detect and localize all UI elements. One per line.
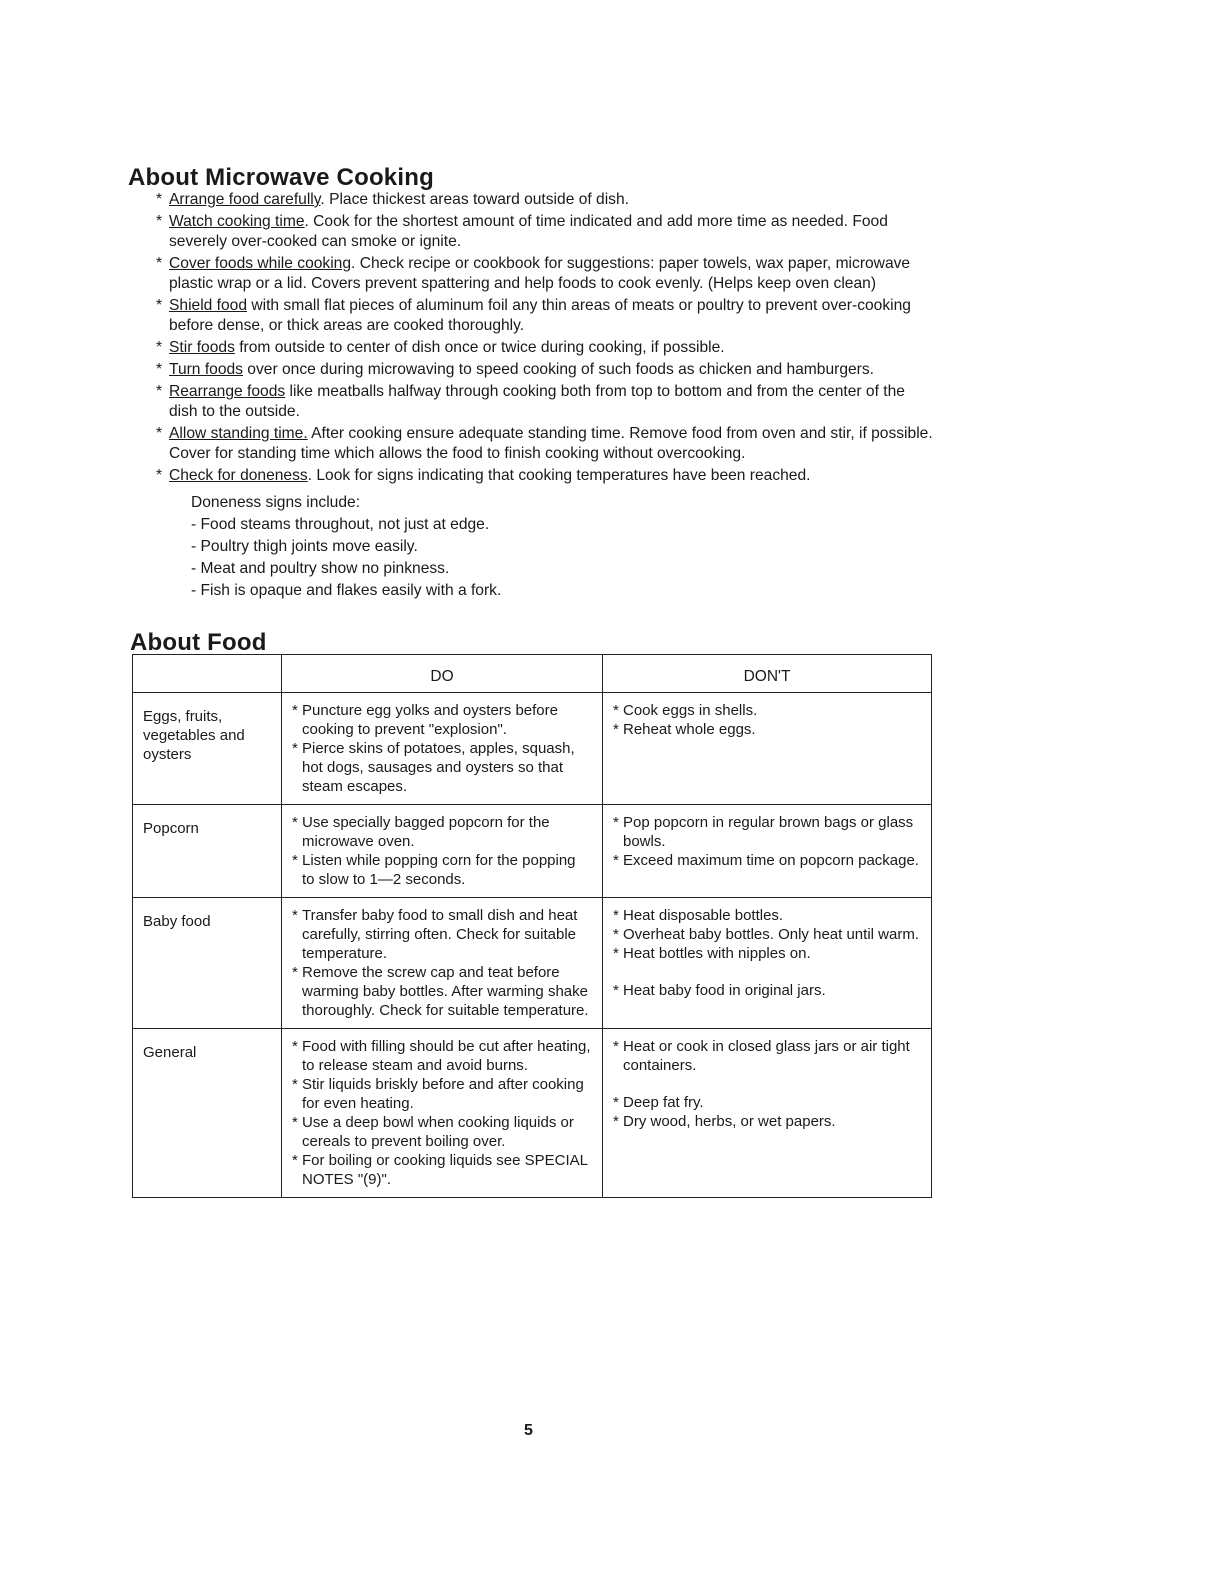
dont-item xyxy=(613,1037,921,1075)
bullet-star: * xyxy=(156,213,163,230)
bullet-star: * xyxy=(156,361,163,378)
doneness-signs xyxy=(191,492,936,602)
tip-text: After cooking ensure adequate standing time. Remove food from oven and stir, if possible. Cover for standing time which allows the food to finish cooking without overcooking. xyxy=(169,425,933,462)
doneness-sign: - Meat and poultry show no pinkness. xyxy=(191,560,450,577)
tip-item xyxy=(156,360,936,380)
dont-item xyxy=(613,851,921,870)
dont-item-text: Heat bottles with nipples on. xyxy=(623,945,811,962)
do-item-text: Transfer baby food to small dish and heat carefully, stirring often. Check for suitable temperature. xyxy=(302,907,578,962)
do-item xyxy=(292,701,592,739)
dont-item xyxy=(613,720,921,739)
header-dont: DON'T xyxy=(603,655,932,693)
do-item xyxy=(292,813,592,851)
table-header-row xyxy=(133,655,932,693)
dont-item-text: Overheat baby bottles. Only heat until warm. xyxy=(623,926,919,943)
bullet-star: * xyxy=(613,1038,619,1055)
tip-text: with small flat pieces of aluminum foil any thin areas of meats or poultry to prevent over-cooking before dense, or thick areas are cooked thoroughly. xyxy=(169,297,911,334)
tip-item xyxy=(156,382,936,422)
bullet-star: * xyxy=(156,425,163,442)
do-item-text: Food with filling should be cut after heating, to release steam and avoid burns. xyxy=(302,1038,591,1074)
bullet-star: * xyxy=(156,297,163,314)
dont-item xyxy=(613,701,921,720)
bullet-star: * xyxy=(613,907,619,924)
dont-cell xyxy=(603,805,932,898)
bullet-star: * xyxy=(292,1152,298,1169)
tip-lead: Cover foods while cooking xyxy=(169,255,352,272)
dont-item-text: Cook eggs in shells. xyxy=(623,702,758,719)
header-blank xyxy=(133,655,282,693)
do-item xyxy=(292,1075,592,1113)
dont-item-text: Heat baby food in original jars. xyxy=(623,982,826,999)
bullet-star: * xyxy=(156,191,163,208)
food-do-dont-table xyxy=(132,654,932,1198)
section-title-about-food: About Food xyxy=(130,629,267,656)
bullet-star: * xyxy=(156,255,163,272)
tip-item xyxy=(156,212,936,252)
dont-item-text: Heat disposable bottles. xyxy=(623,907,784,924)
do-item xyxy=(292,906,592,963)
do-cell xyxy=(282,805,603,898)
tip-item xyxy=(156,190,936,210)
dont-item xyxy=(613,813,921,851)
tip-lead: Shield food xyxy=(169,297,248,314)
do-item-text: Use specially bagged popcorn for the microwave oven. xyxy=(302,814,550,850)
dont-cell xyxy=(603,1029,932,1198)
bullet-star: * xyxy=(613,945,619,962)
tip-item xyxy=(156,338,936,358)
row-category: Popcorn xyxy=(133,805,282,898)
bullet-star: * xyxy=(613,1113,619,1130)
spacer xyxy=(613,1075,921,1093)
bullet-star: * xyxy=(156,383,163,400)
bullet-star: * xyxy=(613,721,619,738)
tip-lead: Rearrange foods xyxy=(169,383,286,400)
section-title-microwave-cooking: About Microwave Cooking xyxy=(128,164,434,191)
page-number: 5 xyxy=(524,1422,533,1439)
bullet-star: * xyxy=(292,1076,298,1093)
tip-lead: Watch cooking time xyxy=(169,213,305,230)
do-item xyxy=(292,1037,592,1075)
do-item-text: For boiling or cooking liquids see SPECIAL NOTES "(9)". xyxy=(302,1152,588,1188)
tip-item xyxy=(156,254,936,294)
bullet-star: * xyxy=(292,814,298,831)
row-category: General xyxy=(133,1029,282,1198)
dont-cell xyxy=(603,898,932,1029)
do-item xyxy=(292,851,592,889)
do-item xyxy=(292,963,592,1020)
do-item-text: Remove the screw cap and teat before warming baby bottles. After warming shake thoroughly. Check for suitable temperature. xyxy=(302,964,589,1019)
dont-item-text: Pop popcorn in regular brown bags or glass bowls. xyxy=(623,814,914,850)
do-item-text: Pierce skins of potatoes, apples, squash, hot dogs, sausages and oysters so that steam escapes. xyxy=(302,740,575,795)
bullet-star: * xyxy=(613,982,619,999)
do-cell xyxy=(282,693,603,805)
bullet-star: * xyxy=(613,814,619,831)
dont-item xyxy=(613,1112,921,1131)
tip-item xyxy=(156,296,936,336)
tip-item xyxy=(156,466,936,486)
bullet-star: * xyxy=(156,339,163,356)
do-cell xyxy=(282,898,603,1029)
tip-text: . Place thickest areas toward outside of dish. xyxy=(320,191,629,208)
tip-lead: Stir foods xyxy=(169,339,235,356)
dont-item xyxy=(613,1093,921,1112)
bullet-star: * xyxy=(292,702,298,719)
bullet-star: * xyxy=(613,852,619,869)
table-row xyxy=(133,1029,932,1198)
dont-item-text: Heat or cook in closed glass jars or air tight containers. xyxy=(623,1038,910,1074)
dont-item xyxy=(613,925,921,944)
dont-item-text: Reheat whole eggs. xyxy=(623,721,756,738)
tip-text: . Look for signs indicating that cooking temperatures have been reached. xyxy=(307,467,811,484)
dont-item xyxy=(613,981,921,1000)
tip-text: over once during microwaving to speed cooking of such foods as chicken and hamburgers. xyxy=(242,361,875,378)
dont-item-text: Dry wood, herbs, or wet papers. xyxy=(623,1113,836,1130)
dont-item xyxy=(613,944,921,963)
tip-lead: Turn foods xyxy=(169,361,243,378)
do-item xyxy=(292,1113,592,1151)
bullet-star: * xyxy=(292,964,298,981)
dont-item-text: Deep fat fry. xyxy=(623,1094,704,1111)
bullet-star: * xyxy=(292,1038,298,1055)
doneness-intro: Doneness signs include: xyxy=(191,494,361,511)
row-category: Eggs, fruits, vegetables and oysters xyxy=(133,693,282,805)
tip-lead: Arrange food carefully xyxy=(169,191,321,208)
do-item-text: Stir liquids briskly before and after cooking for even heating. xyxy=(302,1076,584,1112)
bullet-star: * xyxy=(292,852,298,869)
bullet-star: * xyxy=(292,907,298,924)
doneness-sign: - Food steams throughout, not just at edge. xyxy=(191,516,490,533)
cooking-tips-list xyxy=(156,190,936,602)
dont-item-text: Exceed maximum time on popcorn package. xyxy=(623,852,919,869)
row-category: Baby food xyxy=(133,898,282,1029)
do-item-text: Listen while popping corn for the popping to slow to 1—2 seconds. xyxy=(302,852,576,888)
dont-item xyxy=(613,906,921,925)
bullet-star: * xyxy=(613,702,619,719)
tip-text: . Cook for the shortest amount of time indicated and add more time as needed. Food severely over-cooked can smoke or ignite. xyxy=(169,213,888,250)
table-row xyxy=(133,693,932,805)
bullet-star: * xyxy=(292,740,298,757)
tip-lead: Check for doneness xyxy=(169,467,308,484)
tip-text: . Check recipe or cookbook for suggestions: paper towels, wax paper, microwave plastic wrap or a lid. Covers prevent spattering and help foods to cook evenly. (Helps keep oven clean) xyxy=(169,255,911,292)
tip-text: like meatballs halfway through cooking both from top to bottom and from the center of the dish to the outside. xyxy=(169,383,905,420)
tip-lead: Allow standing time. xyxy=(169,425,308,442)
bullet-star: * xyxy=(613,1094,619,1111)
doneness-sign: - Poultry thigh joints move easily. xyxy=(191,538,418,555)
table-row xyxy=(133,805,932,898)
do-item-text: Use a deep bowl when cooking liquids or cereals to prevent boiling over. xyxy=(302,1114,574,1150)
spacer xyxy=(613,963,921,981)
tip-item xyxy=(156,424,936,464)
do-item xyxy=(292,1151,592,1189)
do-item-text: Puncture egg yolks and oysters before cooking to prevent "explosion". xyxy=(302,702,558,738)
do-item xyxy=(292,739,592,796)
tip-text: from outside to center of dish once or twice during cooking, if possible. xyxy=(234,339,725,356)
do-cell xyxy=(282,1029,603,1198)
doneness-sign: - Fish is opaque and flakes easily with a fork. xyxy=(191,582,502,599)
bullet-star: * xyxy=(156,467,163,484)
bullet-star: * xyxy=(613,926,619,943)
table-row xyxy=(133,898,932,1029)
header-do: DO xyxy=(282,655,603,693)
dont-cell xyxy=(603,693,932,805)
bullet-star: * xyxy=(292,1114,298,1131)
